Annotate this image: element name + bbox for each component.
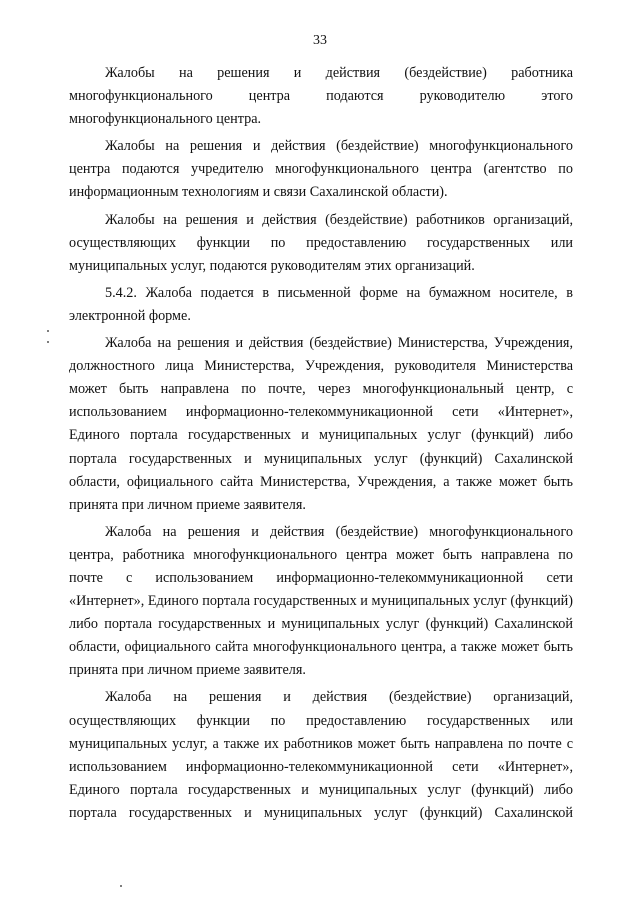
scan-speck: [47, 330, 49, 332]
paragraph-complaint-mfc: Жалобы на решения и действия (бездействие) многофункционального центра подаются учредителю многофункционального центра (агентство по информационным технологиям и связи Сахалинской области).: [69, 138, 573, 201]
scan-speck: [120, 885, 122, 887]
paragraph-complaint-form: 5.4.2. Жалоба подается в письменной форме на бумажном носителе, в электронной форме.: [69, 284, 573, 324]
scan-speck: [47, 341, 49, 343]
body-text: [69, 62, 573, 829]
paragraph-complaint-organization-employees: Жалобы на решения и действия (бездействие) работников организаций, осуществляющих функции по предоставлению государственных или муниципальных услуг, подаются руководителям этих организаций.: [69, 211, 573, 274]
page-number: 33: [313, 33, 327, 48]
paragraph-complaint-ministry-channels: Жалоба на решения и действия (бездействие) Министерства, Учреждения, должностного лица Министерства, Учреждения, руководителя Министерства может быть направлена по почте, через многофункциональный центр, с использованием информационно-телекоммуникационной сети «Интернет», Единого портала государственных и муниципальных услуг (функций) либо портала государственных и муниципальных услуг (функций) Сахалинской области, официального сайта Министерства, Учреждения, а также может быть принята при личном приеме заявителя.: [69, 335, 573, 513]
paragraph-complaint-mfc-channels: Жалоба на решения и действия (бездействие) многофункционального центра, работника многофункционального центра может быть направлена по почте с использованием информационно-телекоммуникационной сети «Интернет», Единого портала государственных и муниципальных услуг (функций) либо портала государственных и муниципальных услуг (функций) Сахалинской области, официального сайта многофункционального центра, а также может быть принята при личном приеме заявителя.: [69, 523, 573, 679]
paragraph-complaint-organization-channels: Жалоба на решения и действия (бездействие) организаций, осуществляющих функции по предоставлению государственных или муниципальных услуг, а также их работников может быть направлена по почте с использованием информационно-телекоммуникационной сети «Интернет», Единого портала государственных и муниципальных услуг (функций) либо портала государственных и муниципальных услуг (функций) Сахалинской: [69, 689, 573, 821]
paragraph-complaint-mfc-employee: Жалобы на решения и действия (бездействие) работника многофункционального центра подаются руководителю этого многофункционального центра.: [69, 65, 573, 128]
